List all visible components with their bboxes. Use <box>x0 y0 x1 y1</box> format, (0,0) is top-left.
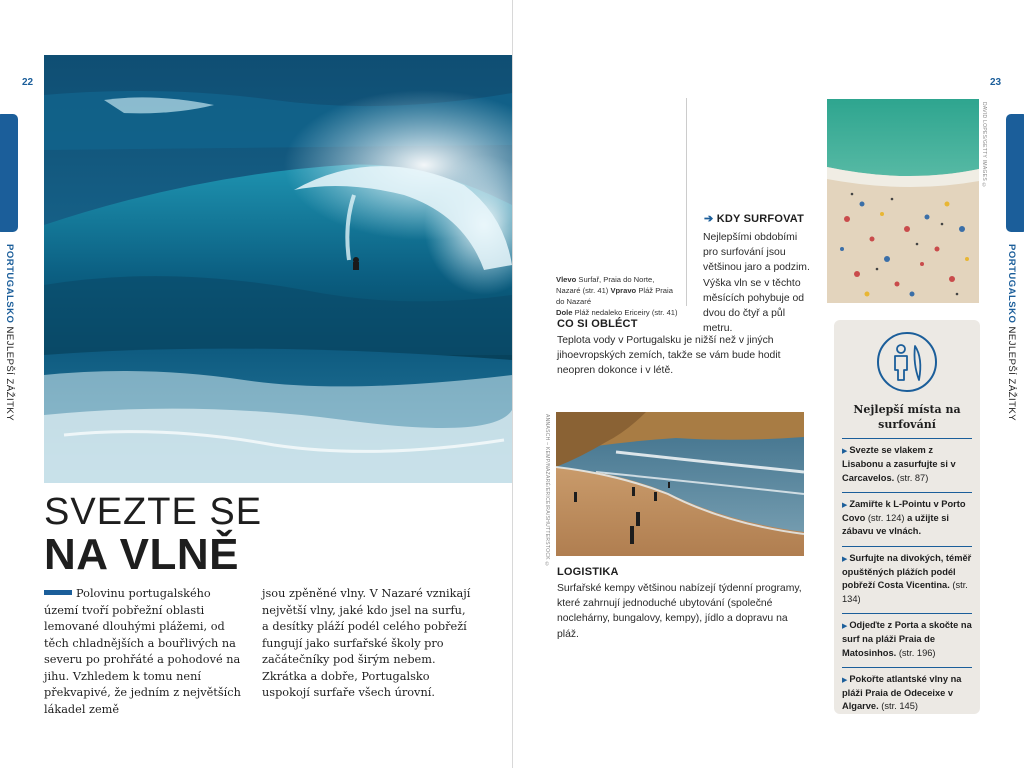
when-heading: ➔ KDY SURFOVAT <box>704 213 805 225</box>
section-tab-right <box>1006 114 1024 232</box>
photo-credit-top: DAVID LOPES/GETTY IMAGES © <box>981 102 987 189</box>
list-item: ▶ Zamiřte k L-Pointu v Porto Covo (str. 124) a užijte si zábavu ve vlnách. <box>842 492 972 539</box>
triangle-bullet-icon: ▶ <box>842 501 850 509</box>
sidebar-list <box>842 438 972 714</box>
intro-column-1 <box>44 586 248 718</box>
intro-column-2: jsou zpěněné vlny. V Nazaré vznikají největší vlny, jaké kdo jsel na surfu, a desítky pláží podél celého pobřeží fungují jako surfařské školy pro začátečníky pod širým nebem. Zkrátka a dobře, Portugalsko uspokojí surfaře všech úrovní. <box>262 587 471 699</box>
triangle-bullet-icon: ▶ <box>842 448 850 455</box>
triangle-bullet-icon: ▶ <box>842 676 850 684</box>
surfer-icon <box>877 332 937 392</box>
arrow-right-icon: ➔ <box>704 213 717 225</box>
list-item: ▶ Svezte se vlakem z Lisabonu a zasurfujte si v Carcavelos. (str. 87) <box>842 438 972 485</box>
triangle-bullet-icon: ▶ <box>842 555 850 563</box>
list-item: ▶ Pokořte atlantské vlny na pláži Praia de Odeceixe v Algarve. (str. 145) <box>842 667 972 714</box>
intro-text-1: Polovinu portugalského území tvoří pobřežní oblasti lemované dlouhými plážemi, od těch chladnějších a bouřlivých na severu po prohřáté a pohodové na jihu. Vzhledem k tomu není překvapivé, že jedním z největších lákadel země <box>44 587 241 716</box>
wave-photo <box>44 55 512 483</box>
list-item: ▶ Odjeďte z Porta a skočte na surf na pláži Praia de Matosinhos. (str. 196) <box>842 613 972 660</box>
photo-credit-bottom: ANNASCH – KEMP/NAZARÉ/ERICEIRA/SHUTTERSTOCK © <box>544 414 550 568</box>
logistics-text: Surfařské kempy většinou nabízejí týdenní programy, které zahrnují jednoduché ubytování (společné noclehárny, bungalovy, kempy), jídlo a dopravu na pláž. <box>557 583 802 640</box>
sidebar-title: Nejlepší místa na surfování <box>853 403 961 431</box>
title-line-1: SVEZTE SE <box>44 491 263 533</box>
surf-spots-sidebar <box>834 320 980 714</box>
page-number-left: 22 <box>22 77 34 88</box>
list-item: ▶ Surfujte na divokých, téměř opuštěných plážích podél pobřeží Costa Vicentina. (str. 134) <box>842 546 972 606</box>
photo-caption: Vlevo Surfař, Praia do Norte, Nazaré (str. 41) Vpravo Pláž Praia do Nazaré Dole Pláž nedaleko Ericeiry (str. 41) <box>556 275 678 317</box>
page-number-right: 23 <box>990 77 1002 88</box>
section-tab-left <box>0 114 18 232</box>
title-line-2: NA VLNĚ <box>44 530 239 579</box>
book-spine <box>512 0 513 768</box>
wear-heading: CO SI OBLÉCT <box>557 318 638 330</box>
wear-text: Teplota vody v Portugalsku je nižší než v jiných jihoevropských zemích, takže se vám bude hodit neopren dokonce i v létě. <box>557 335 781 377</box>
beach-aerial-photo <box>827 99 979 303</box>
column-divider <box>686 98 687 306</box>
section-label-right: PORTUGALSKO NEJLEPŠÍ ZÁŽITKY <box>1006 244 1017 422</box>
accent-bar <box>44 590 72 595</box>
logistics-heading: LOGISTIKA <box>557 566 619 578</box>
when-text: Nejlepšími obdobími pro surfování jsou většinou jaro a podzim. Výška vln se v těchto měsících pohybuje od dvou do čtyř a půl metru. <box>703 232 810 335</box>
section-label-left: PORTUGALSKO NEJLEPŠÍ ZÁŽITKY <box>4 244 15 422</box>
beach-photo <box>556 412 804 556</box>
triangle-bullet-icon: ▶ <box>842 622 850 630</box>
